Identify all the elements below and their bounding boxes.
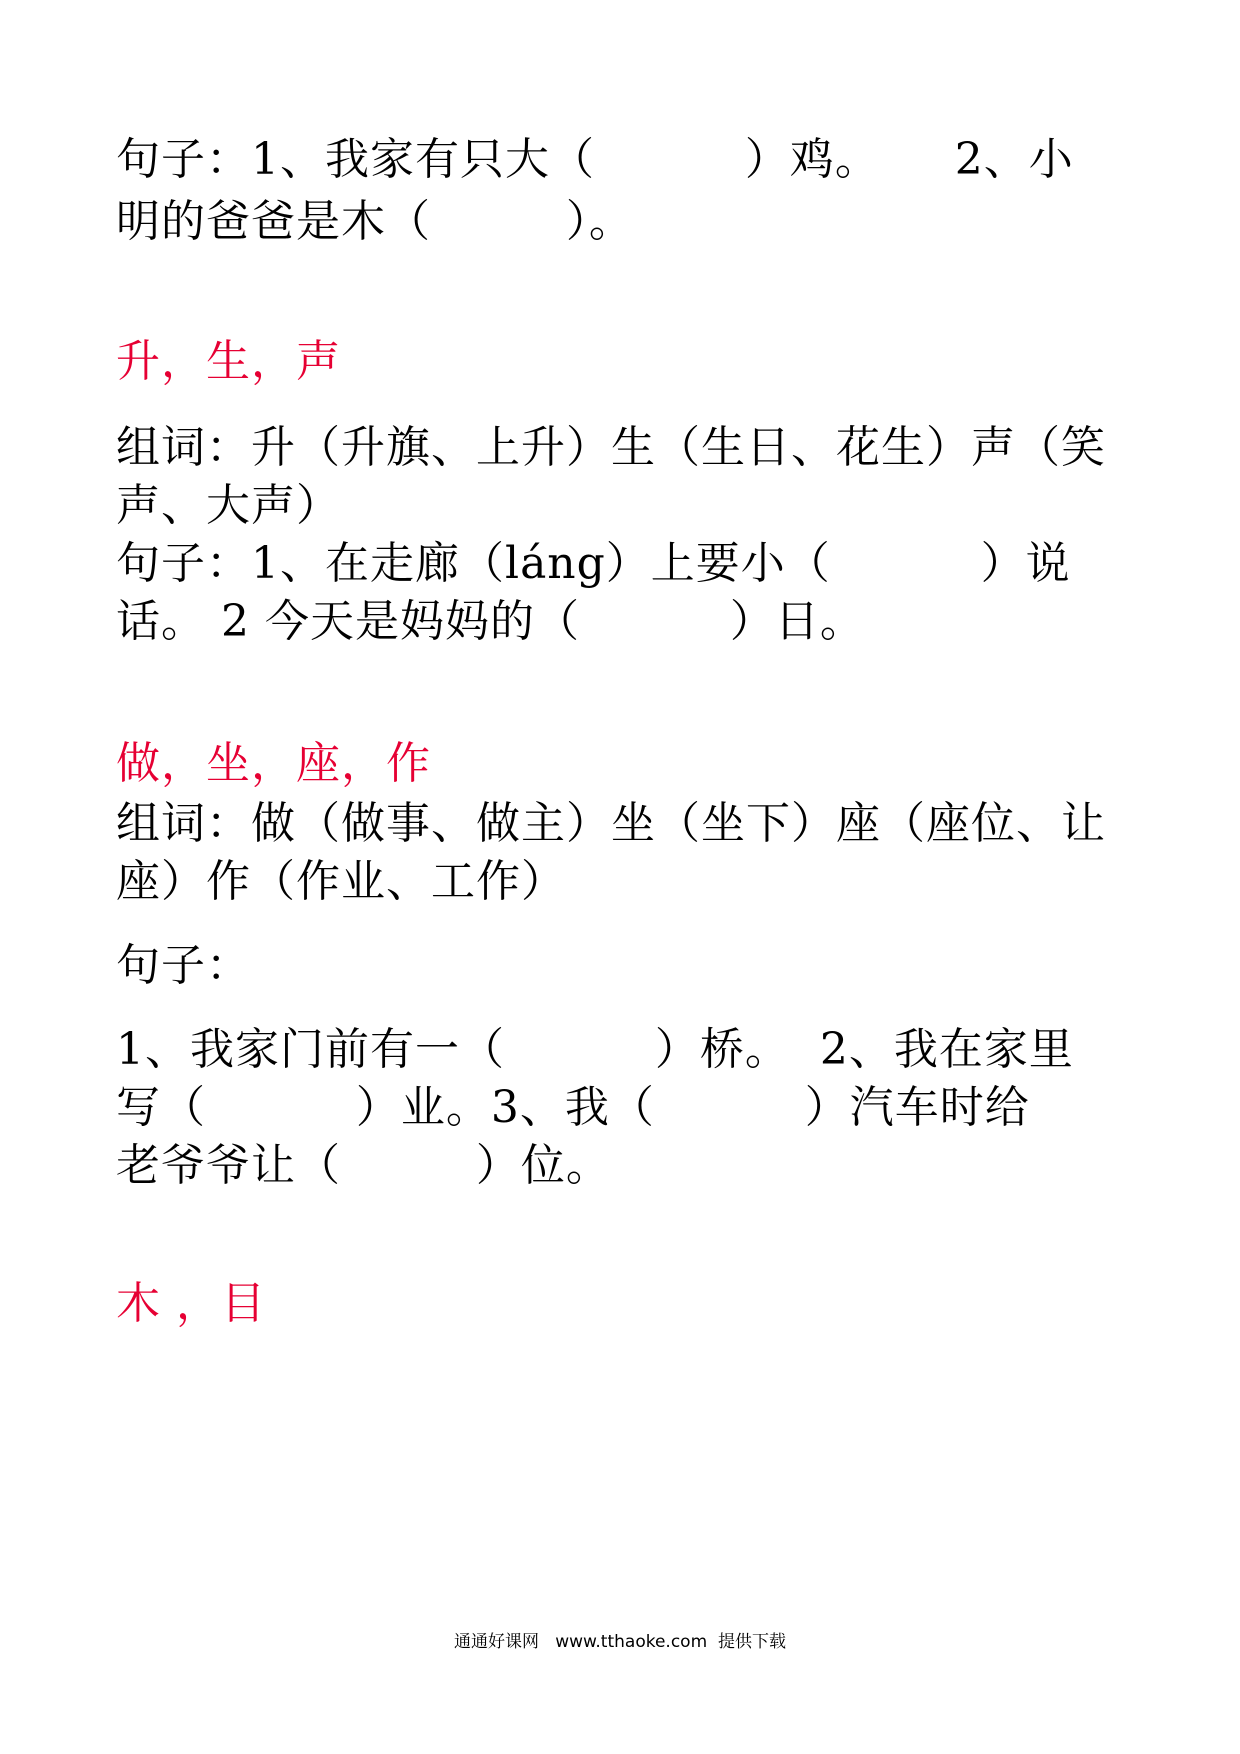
- section-heading: 升，生，声: [116, 336, 341, 387]
- sentence-line: 写（ ）业。3、我（ ）汽车时给: [116, 1082, 1030, 1133]
- word-group-line: 座）作（作业、工作）: [116, 856, 566, 907]
- word-group-line: 组词：做（做事、做主）坐（坐下）座（座位、让: [116, 798, 1106, 849]
- page-footer: 通通好课网 www.tthaoke.com 提供下载: [454, 1632, 786, 1652]
- section-heading: 木 ，目: [116, 1278, 266, 1329]
- sentence-label: 句子：: [116, 940, 251, 991]
- sentence-line: 1、我家门前有一（ ）桥。 2、我在家里: [116, 1024, 1074, 1075]
- sentence-line: 句子：1、我家有只大（ ）鸡。 2、小: [116, 134, 1074, 185]
- sentence-line: 话。 2 今天是妈妈的（ ）日。: [116, 596, 865, 647]
- word-group-line: 声、大声）: [116, 480, 341, 531]
- word-group-line: 组词：升（升旗、上升）生（生日、花生）声（笑: [116, 422, 1106, 473]
- section-heading: 做，坐，座，作: [116, 738, 431, 789]
- sentence-line: 明的爸爸是木（ ）。: [116, 196, 634, 247]
- sentence-line: 老爷爷让（ ）位。: [116, 1140, 611, 1191]
- sentence-line: 句子：1、在走廊（láng）上要小（ ）说: [116, 538, 1071, 589]
